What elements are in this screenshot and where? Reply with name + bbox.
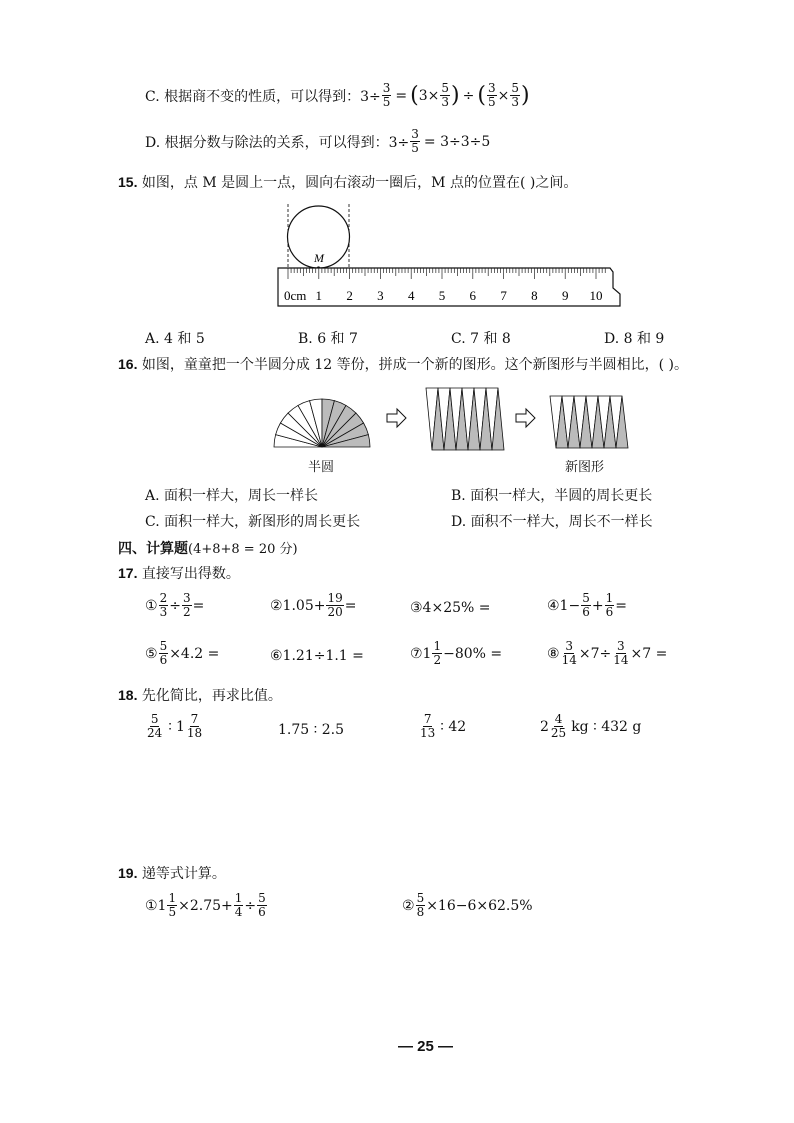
- item-marker: ⑧: [547, 645, 560, 662]
- q15-ruler-figure: [270, 200, 630, 318]
- item-text: ③4×25% =: [410, 600, 491, 616]
- fraction: $\frac{5}{3}$: [441, 81, 450, 109]
- q19-text: 递等式计算。: [141, 866, 226, 882]
- item-marker: ⑤: [145, 645, 158, 662]
- q16-option-b: B. 面积一样大，半圆的周长更长: [451, 488, 653, 504]
- q17-item-2: ②1.05+ $\frac{19}{20}$ =: [270, 591, 357, 619]
- expr-text: ÷: [244, 897, 257, 914]
- label-semicircle: 半圆: [308, 460, 335, 475]
- item-text: ×7 =: [630, 645, 668, 662]
- q14-option-d: [145, 128, 490, 155]
- q18-expr-1: $\frac{5}{24}$ ∶ 1 $\frac{7}{18}$: [147, 712, 203, 740]
- expr-marker: ②: [402, 897, 415, 914]
- point-m-label: M: [314, 251, 324, 265]
- q15-option-c: C. 7 和 8: [451, 331, 511, 347]
- q17-item-3: [410, 600, 491, 616]
- page-number: — 25 —: [398, 1038, 454, 1055]
- item-text: ×4.2 =: [169, 645, 220, 662]
- q17-item-4: ④1− $\frac{5}{6}$ + $\frac{1}{6}$ =: [547, 591, 627, 619]
- ruler-label: 1: [315, 288, 323, 303]
- expr-text: ×2.75+: [178, 897, 233, 914]
- q16-option-d: D. 面积不一样大，周长不一样长: [451, 514, 653, 530]
- q15-option-a: A. 4 和 5: [145, 331, 205, 347]
- ruler-label: 5: [438, 288, 446, 303]
- semicircle-figure: [274, 399, 370, 447]
- question-number: 16.: [118, 356, 138, 372]
- item-text: ×7÷: [578, 645, 612, 662]
- ruler-body: [278, 268, 620, 306]
- q19-stem: [118, 863, 226, 883]
- q15-text: 如图，点 M 是圆上一点，圆向右滚动一圈后，M 点的位置在( )之间。: [141, 175, 578, 191]
- ruler-label: 0cm: [284, 288, 307, 303]
- arrow-right-icon: [387, 409, 406, 427]
- q19-expr-2: ② $\frac{5}{8}$ ×16−6×62.5%: [402, 891, 533, 919]
- q18-expr-2: 1.75 ∶ 2.5: [278, 722, 344, 738]
- ruler-label: 6: [469, 288, 477, 303]
- section-title: 四、计算题: [118, 541, 188, 557]
- item-text: −80% =: [443, 645, 503, 662]
- q17-stem: [118, 563, 240, 583]
- q16-stem: [118, 354, 688, 374]
- ruler-label: 4: [407, 288, 415, 303]
- q17-text: 直接写出得数。: [141, 566, 240, 582]
- q17-item-5: ⑤ $\frac{5}{6}$ ×4.2 =: [145, 639, 220, 667]
- question-number: 17.: [118, 565, 138, 581]
- item-text: ⑥1.21÷1.1 =: [270, 648, 364, 664]
- ruler-label: 8: [531, 288, 538, 303]
- item-text: ②1.05+: [270, 597, 326, 614]
- q18-expr-3: $\frac{7}{13}$ ∶ 42: [420, 712, 467, 740]
- q18-stem: [118, 685, 282, 705]
- fraction: $\frac{3}{5}$: [487, 81, 496, 109]
- q18-expr-4: 2 $\frac{4}{25}$ kg ∶ 432 g: [540, 712, 642, 740]
- q15-stem: [118, 172, 577, 192]
- expr-text: kg ∶ 432 g: [571, 718, 642, 735]
- section-4-heading: [118, 538, 298, 558]
- ruler-label: 9: [561, 288, 569, 303]
- fraction: $\frac{3}{5}$: [382, 81, 391, 109]
- q15-option-d: D. 8 和 9: [604, 331, 665, 347]
- question-number: 18.: [118, 687, 138, 703]
- q17-item-7: ⑦1 $\frac{1}{2}$ −80% =: [410, 639, 503, 667]
- arrow-right-icon: [516, 409, 535, 427]
- q15-option-b: B. 6 和 7: [298, 331, 358, 347]
- rearranged-shape-1: [426, 388, 504, 450]
- ruler-label: 2: [346, 288, 353, 303]
- ruler-label: 7: [500, 288, 507, 303]
- expr-text: ×16−6×62.5%: [426, 897, 533, 914]
- q14-option-d-result: = 3÷3÷5: [423, 133, 491, 150]
- q16-text: 如图，童童把一个半圆分成 12 等份，拼成一个新的图形。这个新图形与半圆相比，( )。: [141, 357, 689, 373]
- rearranged-shape-2: [550, 396, 628, 448]
- ruler-label: 3: [377, 288, 384, 303]
- item-marker: ⑦1: [410, 645, 432, 662]
- question-number: 15.: [118, 174, 138, 190]
- q14-option-c-text: C. 根据商不变的性质，可以得到：3÷: [145, 88, 381, 105]
- q16-option-c: C. 面积一样大，新图形的周长更长: [145, 514, 361, 530]
- question-number: 19.: [118, 865, 138, 881]
- q19-expr-1: ①1 $\frac{1}{5}$ ×2.75+ $\frac{1}{4}$ ÷ $\frac{5}{6}$: [145, 891, 266, 919]
- q14-option-d-text: D. 根据分数与除法的关系，可以得到：3÷: [145, 134, 410, 151]
- expr-text: ∶ 42: [440, 718, 467, 735]
- ruler-label: 10: [589, 288, 603, 303]
- fraction: $\frac{3}{5}$: [411, 127, 419, 155]
- q14-option-c: C. 根据商不变的性质，可以得到：3÷ $\frac{3}{5}$ = ( 3× $\frac{5}{3}$ ) ÷ ( $\frac{3}{5}$ × $\frac{5}{3}$ ): [145, 81, 530, 109]
- expr-marker: ①1: [145, 897, 167, 914]
- fraction: $\frac{5}{3}$: [511, 81, 519, 109]
- item-marker: ①: [145, 597, 158, 614]
- section-score: (4+8+8 = 20 分): [188, 542, 298, 557]
- q17-item-1: ① $\frac{2}{3}$ ÷ $\frac{3}{2}$ =: [145, 591, 205, 619]
- expr-whole: 2: [540, 718, 549, 735]
- q16-option-a: A. 面积一样大，周长一样长: [145, 488, 319, 504]
- label-new-shape: 新图形: [565, 460, 605, 475]
- q18-text: 先化简比，再求比值。: [141, 688, 282, 704]
- item-text: ④1−: [547, 597, 581, 614]
- q17-item-8: ⑧ $\frac{3}{14}$ ×7÷ $\frac{3}{14}$ ×7 =: [547, 639, 668, 667]
- q17-item-6: [270, 648, 364, 664]
